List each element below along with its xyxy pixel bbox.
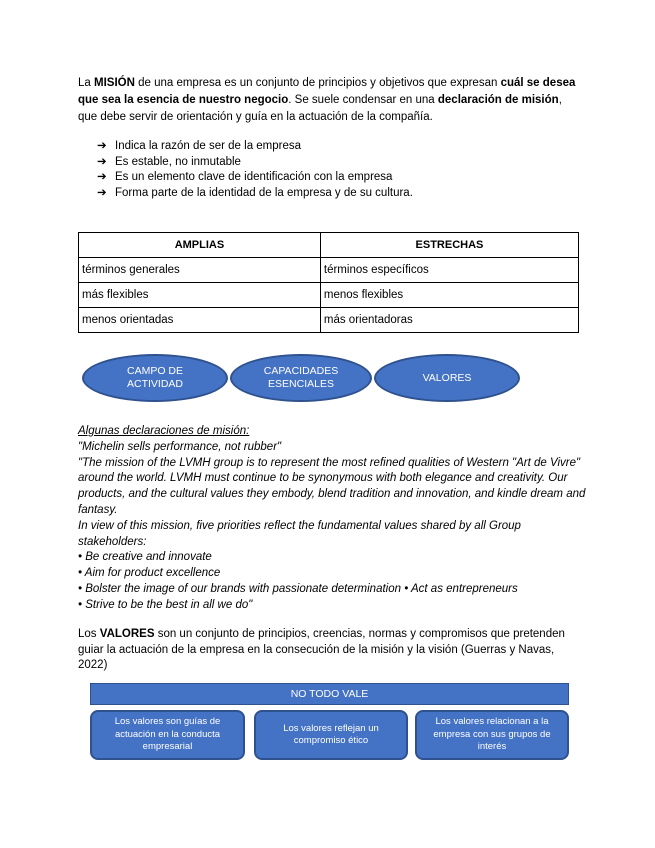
table-cell: menos orientadas [79,308,321,333]
value-box-guias: Los valores son guías de actuación en la conducta empresarial [90,710,245,760]
quote-line: • Aim for product excellence [78,567,221,580]
quote-line: • Strive to be the best in all we do" [78,598,253,611]
table-cell: más flexibles [79,283,321,308]
quote-line: • Be creative and innovate [78,551,212,564]
table-cell: términos específicos [320,258,578,283]
intro-text: . Se suele condensar en una [288,94,438,106]
mision-term: MISIÓN [94,77,135,89]
table-cell: más orientadoras [320,308,578,333]
intro-text: La [78,77,94,89]
table-row [79,308,579,333]
ellipse-capacidades-esenciales: CAPACIDADES ESENCIALES [230,354,372,402]
table-row [79,258,579,283]
arrow-icon: ➔ [97,186,107,199]
valores-paragraph: Los VALORES son un conjunto de principios, creencias, normas y compromisos que pretenden guiar la actuación de la empresa en la consecución de la misión y la visión (Guerras y Navas, 2022) [78,628,565,671]
intro-emphasis: declaración de misión [437,94,559,106]
table-header-row [79,233,579,258]
list-item: ➔ Indica la razón de ser de la empresa [97,139,413,155]
table-cell: menos flexibles [320,283,578,308]
ellipse-valores: VALORES [374,354,520,402]
table-row [79,283,579,308]
intro-emphasis: cuál se desea que sea la esencia de nuestro negocio [78,77,576,106]
quote-line: • Bolster the image of our brands with passionate determination • Act as entrepreneurs [78,582,518,595]
mission-statements-heading: Algunas declaraciones de misión: [78,425,250,437]
column-header-estrechas: ESTRECHAS [320,233,578,258]
value-box-compromiso: Los valores reflejan un compromiso ético [254,710,408,760]
list-item: ➔ Es estable, no inmutable [97,155,413,171]
ellipse-campo-actividad: CAMPO DE ACTIVIDAD [82,354,228,402]
intro-text: de una empresa es un conjunto de principios y objetivos que expresan [134,77,501,89]
arrow-icon: ➔ [97,140,107,152]
arrow-icon: ➔ [97,171,107,183]
table-cell: términos generales [79,258,321,283]
mision-paragraph [78,75,578,126]
mision-characteristics-list [97,139,413,201]
no-todo-vale-banner: NO TODO VALE [90,683,569,705]
list-item: ➔ Es un elemento clave de identificación con la empresa [97,170,413,186]
mission-statements-block [78,424,588,614]
valores-term: VALORES [99,628,155,640]
quote-line: "Michelin sells performance, not rubber" [78,440,282,453]
list-item: ➔ Forma parte de la identidad de la empresa y de su cultura. [97,186,413,202]
quote-line: In view of this mission, five priorities reflect the fundamental values shared by all Group stakeholders: [78,519,521,548]
column-header-amplias: AMPLIAS [79,233,321,258]
arrow-icon: ➔ [97,155,107,168]
value-box-grupos-interes: Los valores relacionan a la empresa con sus grupos de interés [415,710,569,760]
quote-line: "The mission of the LVMH group is to represent the most refined qualities of Western "Art de Vivre" around the world. LVMH must continue to be synonymous with both elegance and creativity. Our products, and the cultural values they embody, blend tradition and innovation, and kindle dream and fantasy. [78,456,586,516]
intro-text: , que debe servir de orientación y guía en la actuación de la compañía. [78,94,562,123]
comparison-table [78,232,579,333]
